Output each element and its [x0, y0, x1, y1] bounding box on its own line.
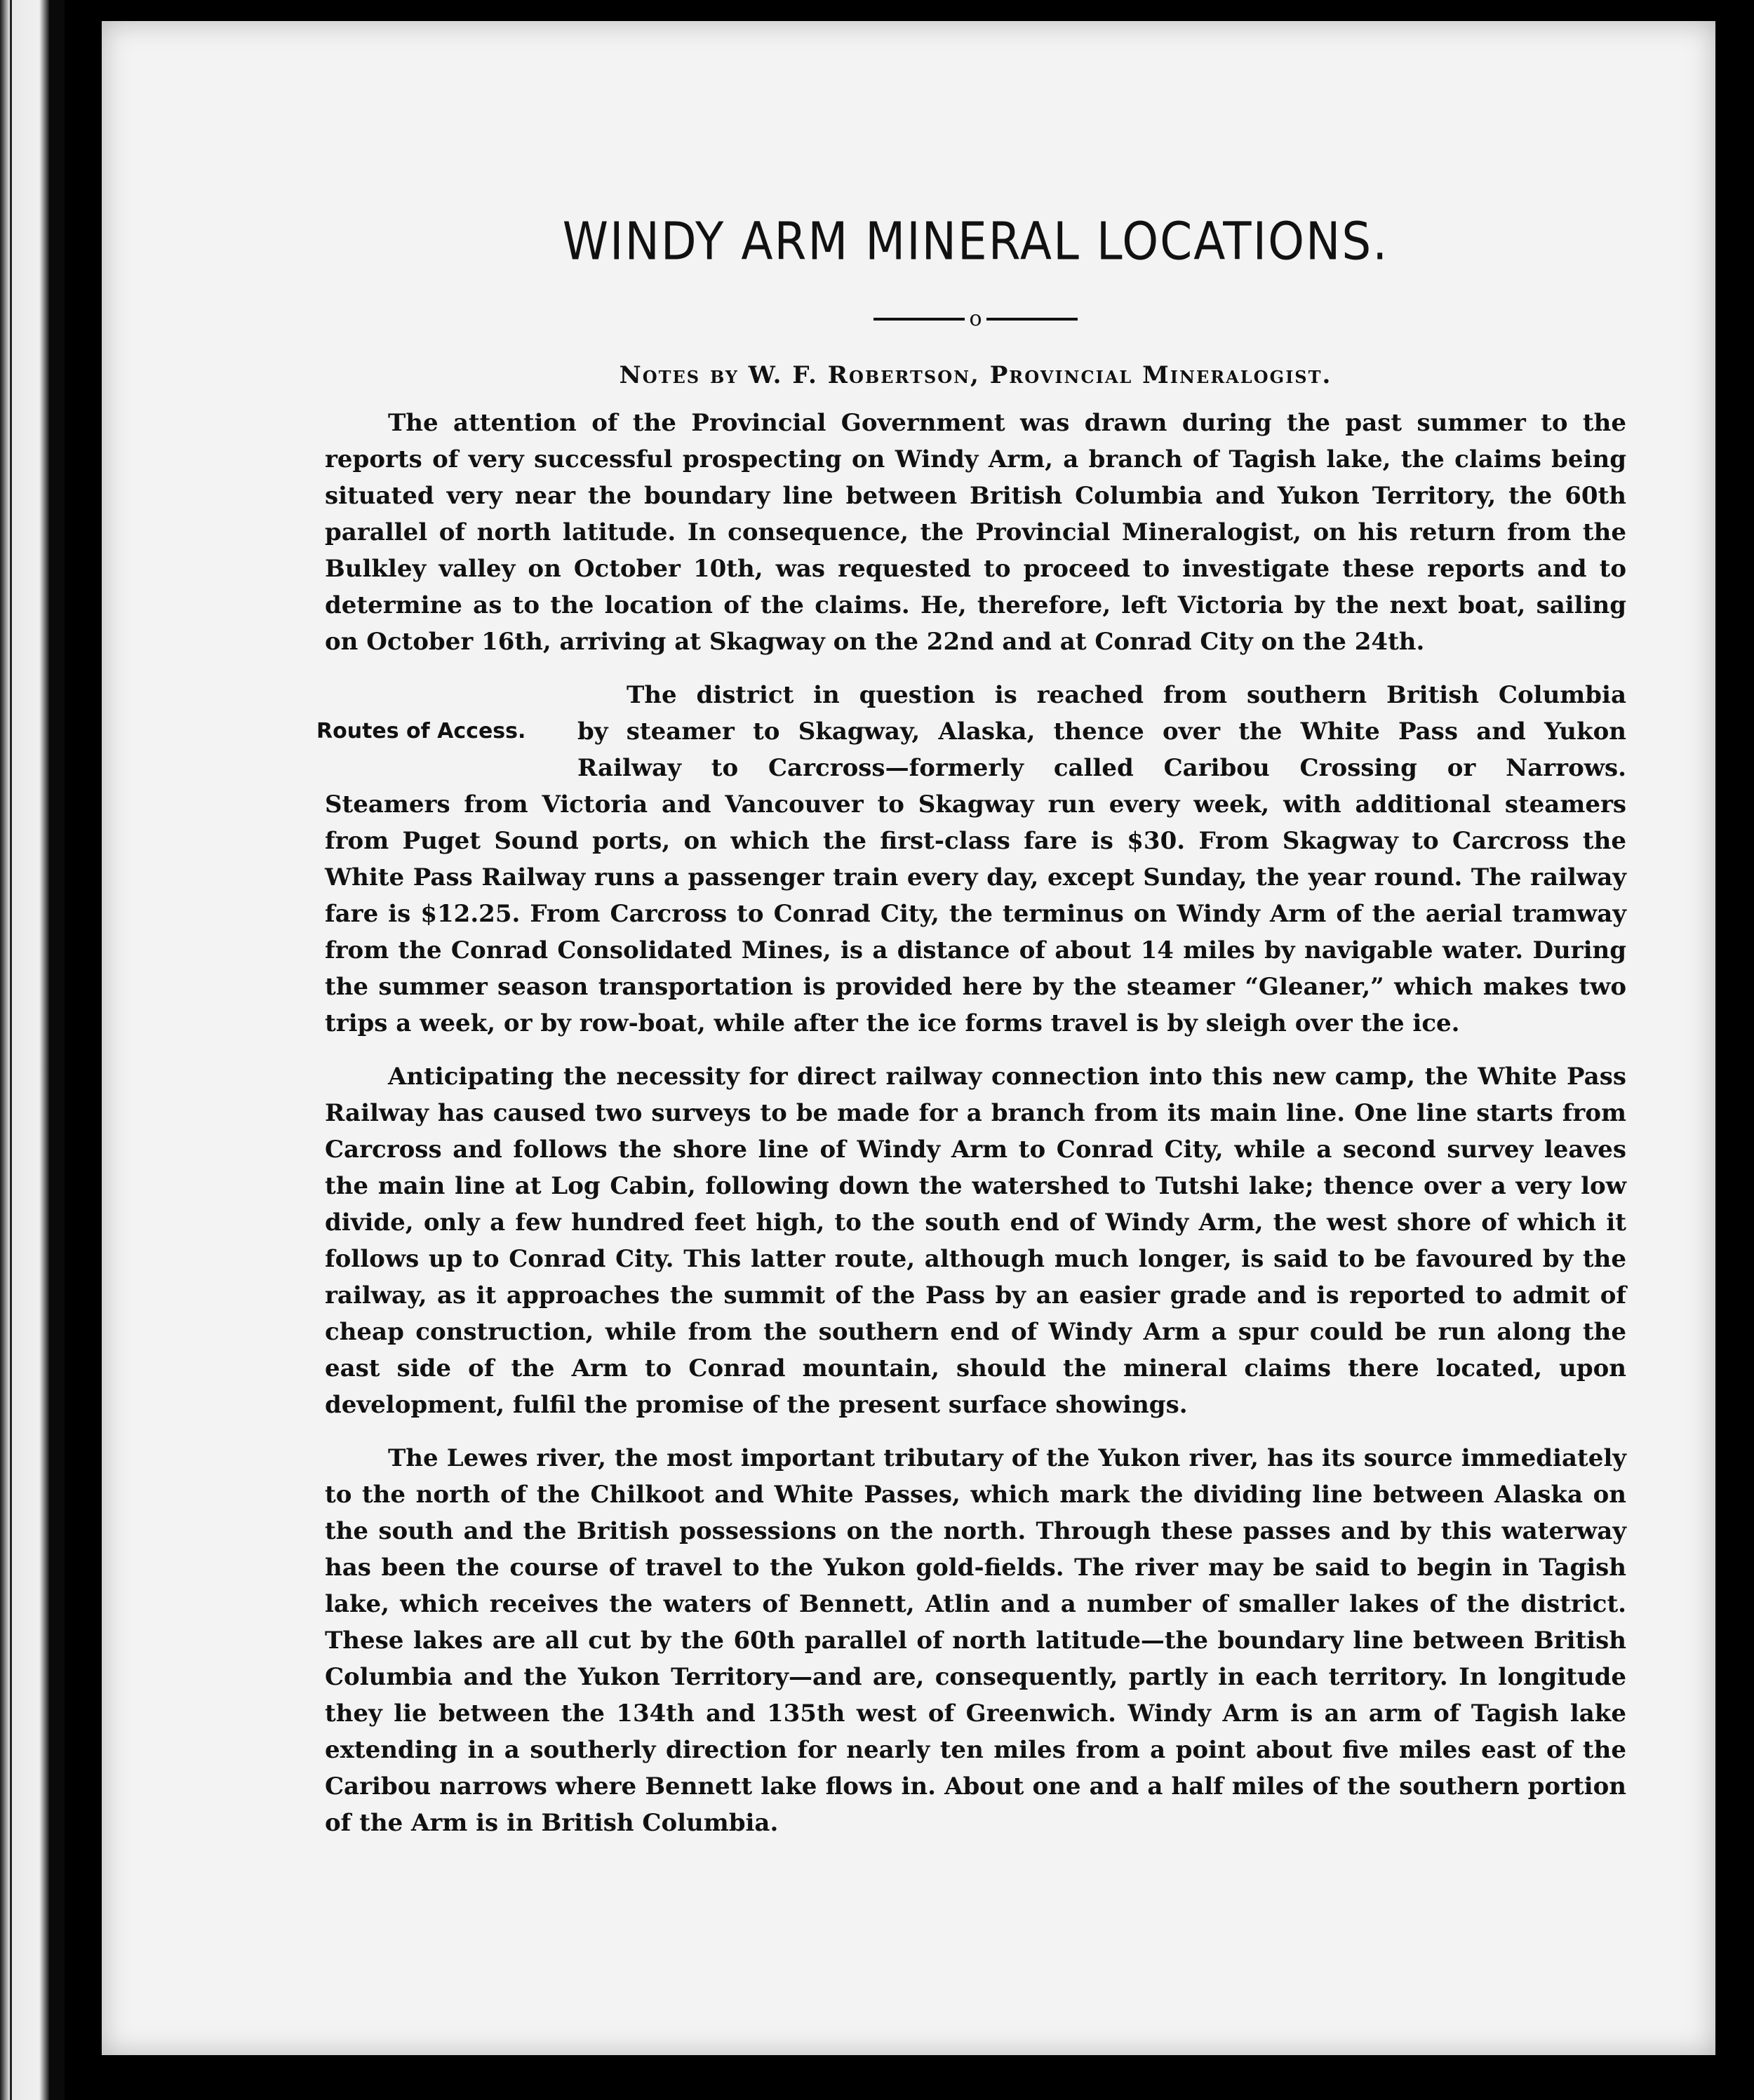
page-title: WINDY ARM MINERAL LOCATIONS. [562, 211, 1389, 272]
page-content [316, 211, 1626, 2052]
routes-line-3: Railway to Carcross—formerly called Caribou Crossing or Narrows. [577, 754, 1626, 782]
divider-line-left [873, 318, 965, 321]
title-divider [325, 305, 1626, 333]
paragraph-routes [316, 677, 1626, 1042]
divider-line-right [986, 318, 1078, 321]
adjacent-page-edge [0, 0, 49, 2100]
paragraph-railway: Anticipating the necessity for direct railway connection into this new camp, the White Pass Railway has caused two surveys to be made for a branch from its main line. One line starts from Carcross and follows the shore line of Windy Arm to Conrad City, while a second survey leaves the main line at Log Cabin, following down the watershed to Tutshi lake; thence over a very low divide, only a few hundred feet high, to the south end of Windy Arm, the west shore of which it follows up to Conrad City. This latter route, although much longer, is said to be favoured by the railway, as it approaches the summit of the Pass by an easier grade and is reported to admit of cheap construction, while from the southern end of Windy Arm a spur could be run along the east side of the Arm to Conrad mountain, should the mineral claims there located, upon development, fulfil the promise of the present surface showings. [325, 1063, 1626, 1419]
routes-body: Steamers from Victoria and Vancouver to Skagway run every week, with additional steamers from Puget Sound ports, on which the first-class fare is $30. From Skagway to Carcross the White Pass Railway runs a passenger train every day, except Sunday, the year round. The railway fare is $12.25. From Carcross to Conrad City, the terminus on Windy Arm of the aerial tramway from the Conrad Consolidated Mines, is a distance of about 14 miles by navigable water. During the summer season transportation is provided here by the steamer “Gleaner,” which makes two trips a week, or by row-boat, while after the ice forms travel is by sleigh over the ice. [325, 790, 1626, 1037]
author-byline: Notes by W. F. Robertson, Provincial Mineralogist. [619, 361, 1332, 389]
sidenote-routes-of-access: Routes of Access. [316, 719, 526, 743]
routes-sidenote-block [316, 713, 1626, 786]
paragraph-lewes-river: The Lewes river, the most important tributary of the Yukon river, has its source immediately to the north of the Chilkoot and White Passes, which mark the dividing line between Alaska on the south and the British possessions on the north. Through these passes and by this waterway has been the course of travel to the Yukon gold-fields. The river may be said to begin in Tagish lake, which receives the waters of Bennett, Atlin and a number of smaller lakes of the district. These lakes are all cut by the 60th parallel of north latitude—the boundary line between British Columbia and the Yukon Territory—and are, consequently, partly in each territory. In longitude they lie between the 134th and 135th west of Greenwich. Windy Arm is an arm of Tagish lake extending in a southerly direction for nearly ten miles from a point about five miles east of the Caribou narrows where Bennett lake flows in. About one and a half miles of the southern portion of the Arm is in British Columbia. [325, 1444, 1626, 1837]
divider-mark: o [969, 307, 982, 331]
paragraph-intro: The attention of the Provincial Government was drawn during the past summer to the reports of very successful prospecting on Windy Arm, a branch of Tagish lake, the claims being situated very near the boundary line between British Columbia and Yukon Territory, the 60th parallel of north latitude. In consequence, the Provincial Mineralogist, on his return from the Bulkley valley on October 10th, was requested to proceed to investigate these reports and to determine as to the location of the claims. He, therefore, left Victoria by the next boat, sailing on October 16th, arriving at Skagway on the 22nd and at Conrad City on the 24th. [325, 409, 1626, 656]
routes-line-1: The district in question is reached from southern British Columbia [627, 681, 1626, 709]
routes-line-2: by steamer to Skagway, Alaska, thence over the White Pass and Yukon [577, 718, 1626, 746]
document-page [102, 21, 1715, 2055]
